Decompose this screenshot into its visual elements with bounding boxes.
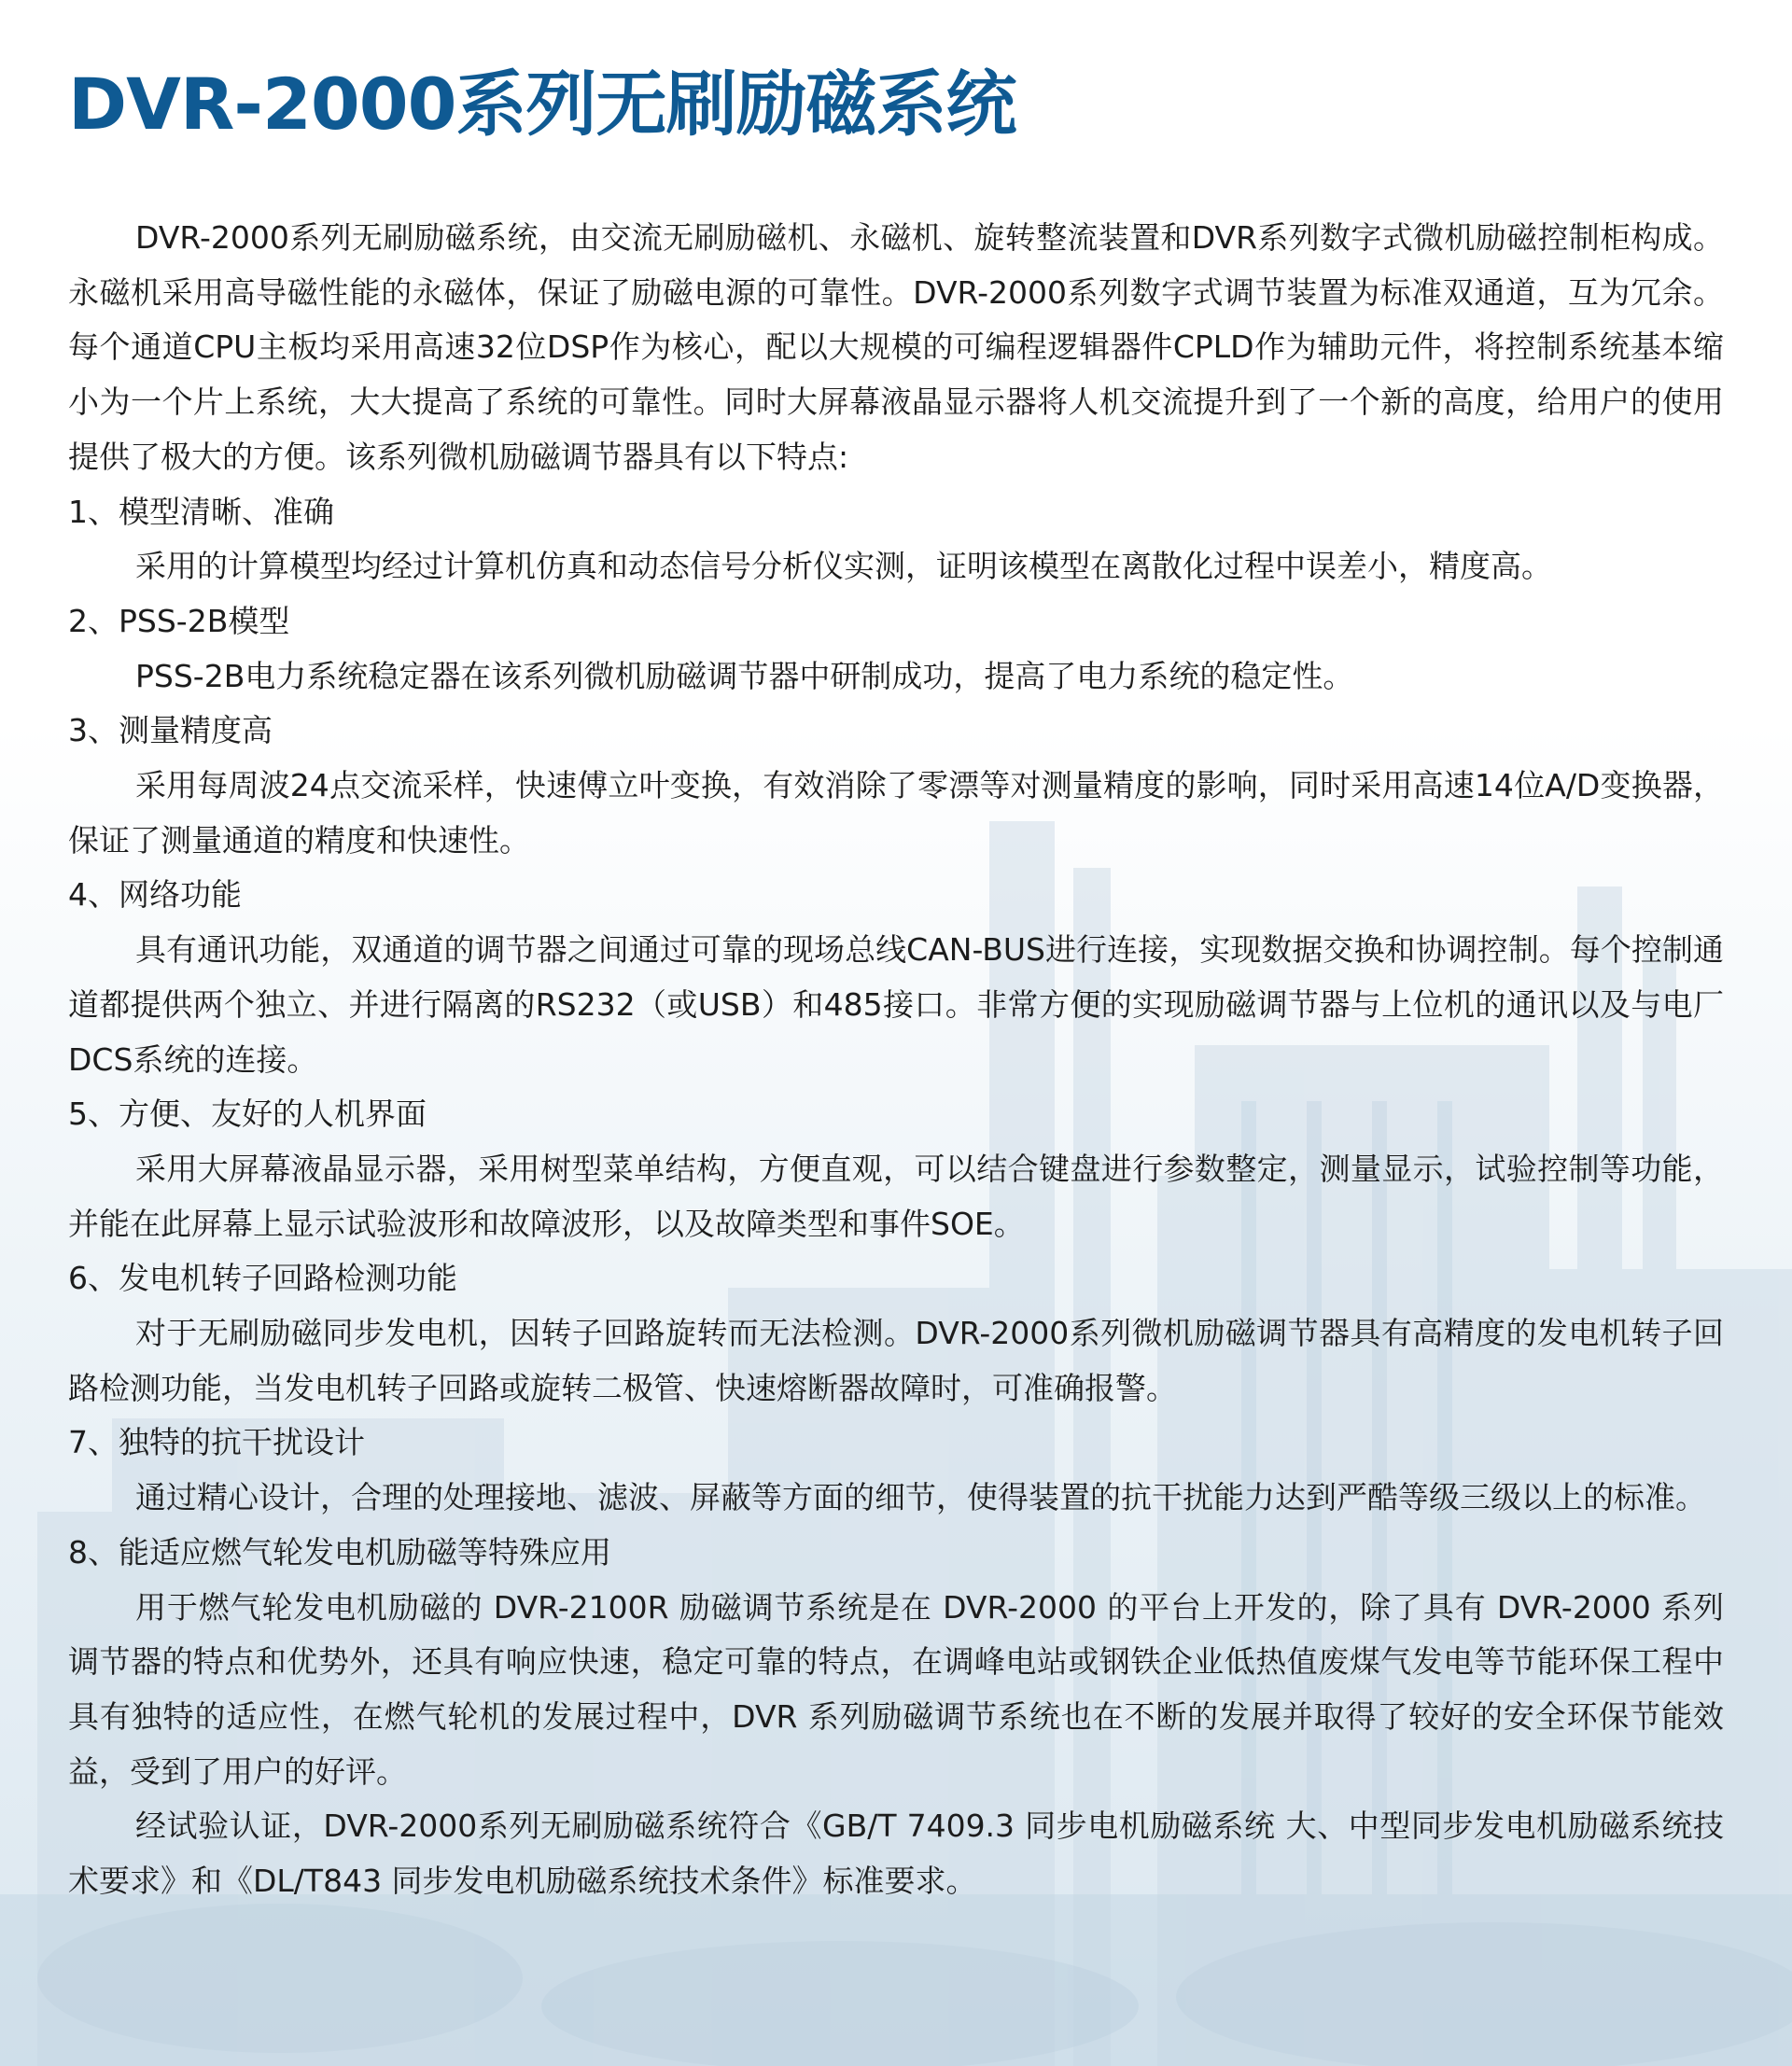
- feature-text-5: 采用大屏幕液晶显示器，采用树型菜单结构，方便直观，可以结合键盘进行参数整定，测量显示，试验控制等功能，并能在此屏幕上显示试验波形和故障波形，以及故障类型和事件SOE。: [68, 1150, 1724, 1242]
- conclusion-paragraph: 经试验认证，DVR-2000系列无刷励磁系统符合《GB/T 7409.3 同步电机励磁系统 大、中型同步发电机励磁系统技术要求》和《DL/T843 同步发电机励磁系统技术条件》标准要求。: [68, 1808, 1724, 1900]
- feature-text-2: PSS-2B电力系统稳定器在该系列微机励磁调节器中研制成功，提高了电力系统的稳定性。: [135, 657, 1354, 694]
- feature-text-4: 具有通讯功能，双通道的调节器之间通过可靠的现场总线CAN-BUS进行连接，实现数据交换和协调控制。每个控制通道都提供两个独立、并进行隔离的RS232（或USB）和485接口。非常方便的实现励磁调节器与上位机的通讯以及与电厂DCS系统的连接。: [68, 931, 1724, 1078]
- page-title: DVR-2000系列无刷励磁系统: [68, 63, 1016, 146]
- feature-heading-8: 8、能适应燃气轮发电机励磁等特殊应用: [68, 1533, 611, 1570]
- feature-text-6: 对于无刷励磁同步发电机，因转子回路旋转而无法检测。DVR-2000系列微机励磁调节器具有高精度的发电机转子回路检测功能，当发电机转子回路或旋转二极管、快速熔断器故障时，可准确报警。: [68, 1315, 1724, 1406]
- feature-text-7: 通过精心设计，合理的处理接地、滤波、屏蔽等方面的细节，使得装置的抗干扰能力达到严酷等级三级以上的标准。: [135, 1479, 1706, 1516]
- feature-text-1: 采用的计算模型均经过计算机仿真和动态信号分析仪实测，证明该模型在离散化过程中误差小，精度高。: [135, 548, 1552, 585]
- feature-heading-2: 2、PSS-2B模型: [68, 602, 290, 639]
- feature-heading-3: 3、测量精度高: [68, 712, 273, 749]
- intro-paragraph: DVR-2000系列无刷励磁系统，由交流无刷励磁机、永磁机、旋转整流装置和DVR系列数字式微机励磁控制柜构成。永磁机采用高导磁性能的永磁体，保证了励磁电源的可靠性。DVR-2000系列数字式调节装置为标准双通道，互为冗余。每个通道CPU主板均采用高速32位DSP作为核心，配以大规模的可编程逻辑器件CPLD作为辅助元件，将控制系统基本缩小为一个片上系统，大大提高了系统的可靠性。同时大屏幕液晶显示器将人机交流提升到了一个新的高度，给用户的使用提供了极大的方便。该系列微机励磁调节器具有以下特点:: [68, 219, 1724, 475]
- feature-heading-4: 4、网络功能: [68, 876, 242, 914]
- feature-heading-5: 5、方便、友好的人机界面: [68, 1096, 427, 1133]
- feature-heading-1: 1、模型清晰、准确: [68, 493, 334, 530]
- feature-text-8: 用于燃气轮发电机励磁的 DVR-2100R 励磁调节系统是在 DVR-2000 的平台上开发的，除了具有 DVR-2000 系列调节器的特点和优势外，还具有响应快速，稳定可靠的特点，在调峰电站或钢铁企业低热值废煤气发电等节能环保工程中具有独特的适应性，在燃气轮机的发展过程中，DVR 系列励磁调节系统也在不断的发展并取得了较好的安全环保节能效益，受到了用户的好评。: [68, 1588, 1724, 1790]
- feature-heading-7: 7、独特的抗干扰设计: [68, 1424, 365, 1461]
- body-text: [68, 211, 1724, 1909]
- feature-text-3: 采用每周波24点交流采样，快速傅立叶变换，有效消除了零漂等对测量精度的影响，同时采用高速14位A/D变换器，保证了测量通道的精度和快速性。: [68, 767, 1724, 859]
- feature-heading-6: 6、发电机转子回路检测功能: [68, 1260, 457, 1297]
